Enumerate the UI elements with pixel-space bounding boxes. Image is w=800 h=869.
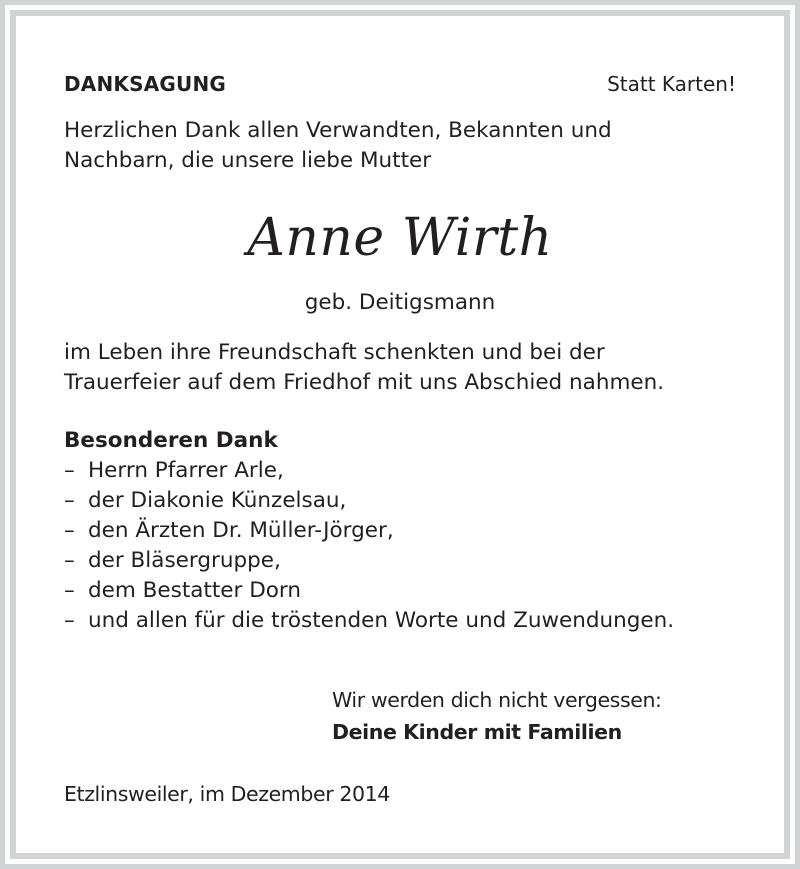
list-item-text: dem Bestatter Dorn [88,578,301,603]
list-item-text: der Diakonie Künzelsau, [88,488,347,513]
special-thanks-title: Besonderen Dank [64,428,278,453]
top-right-note: Statt Karten! [607,72,736,96]
list-item [64,456,674,486]
intro-text [64,116,612,176]
dash-bullet-icon: – [64,578,75,603]
list-item [64,576,674,606]
closing-line: Wir werden dich nicht vergessen: [332,688,662,712]
dash-bullet-icon: – [64,458,75,483]
intro-line: Nachbarn, die unsere liebe Mutter [64,148,432,173]
birth-name: geb. Deitigsmann [304,290,496,315]
intro-line: Herzlichen Dank allen Verwandten, Bekannten und [64,118,612,143]
list-item [64,486,674,516]
paragraph-line: Trauerfeier auf dem Friedhof mit uns Abschied nahmen. [64,370,665,395]
signature: Deine Kinder mit Familien [332,720,622,744]
special-thanks-list [64,456,674,636]
list-item [64,516,674,546]
dash-bullet-icon: – [64,548,75,573]
list-item [64,606,674,636]
dash-bullet-icon: – [64,518,75,543]
dash-bullet-icon: – [64,488,75,513]
notice-heading: DANKSAGUNG [64,72,227,96]
thanks-paragraph [64,338,664,398]
dash-bullet-icon: – [64,608,75,633]
list-item-text: den Ärzten Dr. Müller-Jörger, [88,518,394,543]
paragraph-line: im Leben ihre Freundschaft schenkten und bei der [64,340,605,365]
list-item-text: der Bläsergruppe, [88,548,281,573]
place-and-date: Etzlinsweiler, im Dezember 2014 [64,782,390,806]
list-item [64,546,674,576]
obituary-notice [16,16,784,853]
list-item-text: und allen für die tröstenden Worte und Zuwendungen. [88,608,675,633]
deceased-name: Anne Wirth [247,208,553,268]
list-item-text: Herrn Pfarrer Arle, [88,458,284,483]
